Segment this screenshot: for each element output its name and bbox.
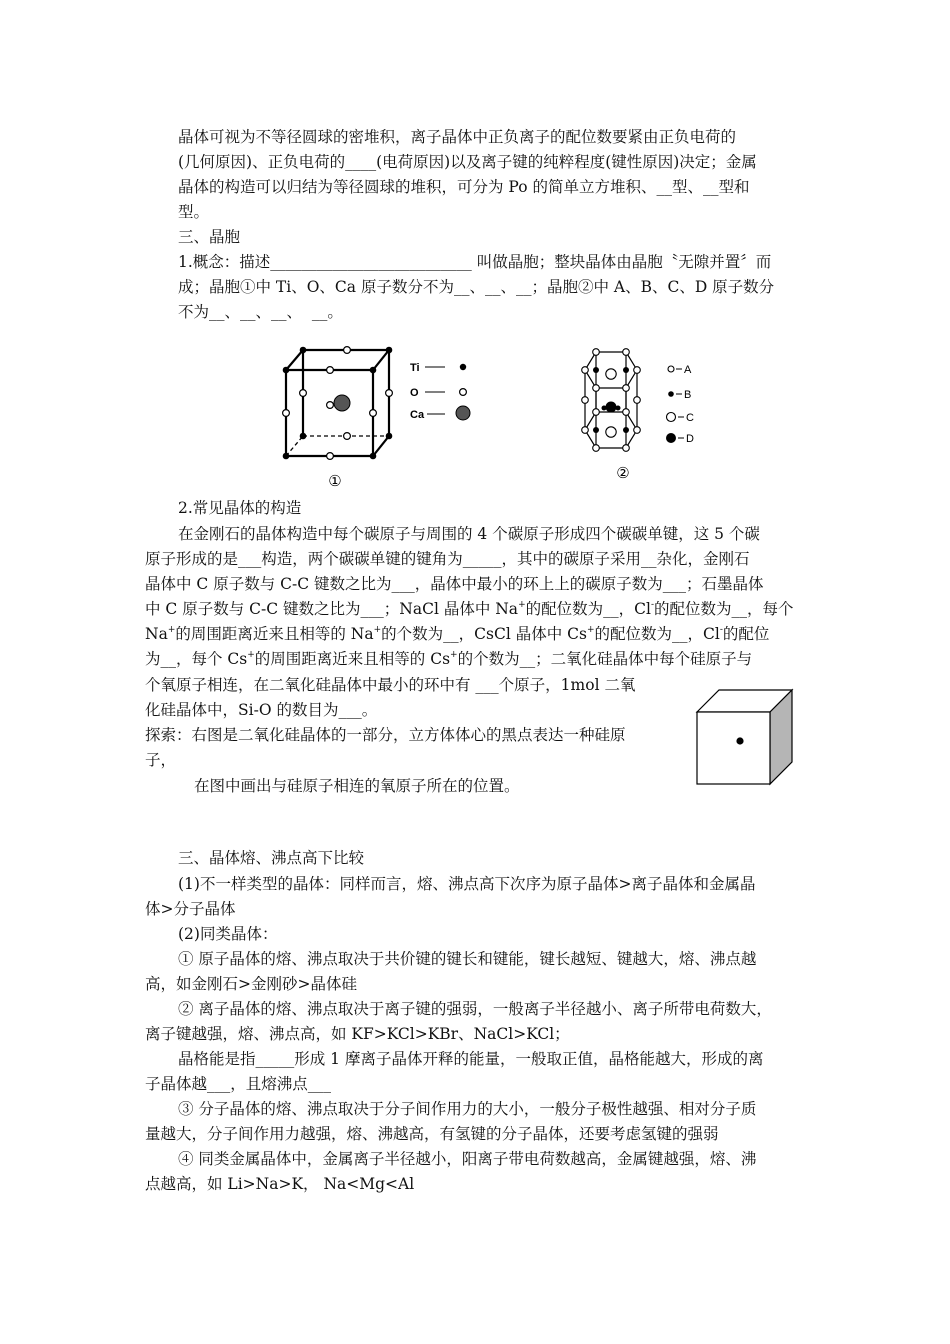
figure-sio2-cube <box>695 688 800 788</box>
text-line: Na+的周围距离近来且相等的 Na+的个数为__，CsCl 晶体中 Cs+的配位数为__，Cl-的配位 <box>145 624 770 643</box>
text-line: 1.概念：描述__________________________ 叫做晶胞；整块晶体由晶胞〝无隙并置〞而 <box>178 253 772 271</box>
text-line: (几何原因)、正负电荷的____(电荷原因)以及离子键的纯粹程度(键性原因)决定；金属 <box>178 153 757 171</box>
text-line: 在金刚石的晶体构造中每个碳原子与周围的 4 个碳原子形成四个碳碳单键，这 5 个碳 <box>178 525 760 543</box>
text-line: ④ 同类金属晶体中，金属离子半径越小，阳离子带电荷数越高，金属键越强，熔、沸 <box>178 1150 757 1168</box>
text-line: 化硅晶体中，Si-O 的数目为___。 <box>145 701 378 719</box>
section-heading: 三、晶体熔、沸点高下比较 <box>178 849 365 867</box>
legend-ti: Ti <box>410 362 420 374</box>
text-line: 子晶体越___，且熔沸点___ <box>145 1075 332 1093</box>
text-line: 为__，每个 Cs+的周围距离近来且相等的 Cs+的个数为__；二氧化硅晶体中每个硅原子与 <box>145 649 753 668</box>
text-line: (1)不一样类型的晶体：同样而言，熔、沸点高下次序为原子晶体>离子晶体和金属晶 <box>178 875 756 893</box>
legend-o: O <box>410 387 419 399</box>
text-line: 晶体可视为不等径圆球的密堆积，离子晶体中正负离子的配位数要紧由正负电荷的 <box>178 128 737 146</box>
text-line: 不为__、__、__、 __。 <box>178 303 343 321</box>
text-line: 原子形成的是___构造，两个碳碳单键的键角为_____，其中的碳原子采用__杂化，金刚石 <box>145 550 750 568</box>
legend-ca: Ca <box>410 409 425 421</box>
figure-unit-cell-2 <box>570 340 710 485</box>
legend-c: C <box>686 412 694 424</box>
text-line: 高，如金刚石>金刚砂>晶体硅 <box>145 975 357 993</box>
text-line: ③ 分子晶体的熔、沸点取决于分子间作用力的大小，一般分子极性越强、相对分子质 <box>178 1100 757 1118</box>
figure-caption: ① <box>328 472 342 490</box>
text-line: 在图中画出与硅原子相连的氧原子所在的位置。 <box>194 777 520 795</box>
section-heading: 2.常见晶体的构造 <box>178 499 302 517</box>
figure-unit-cell-1 <box>275 340 485 490</box>
legend-b: B <box>684 389 692 401</box>
text-line: 型。 <box>178 203 210 221</box>
text-line: 中 C 原子数与 C-C 键数之比为___；NaCl 晶体中 Na+的配位数为__，Cl-的配位数为__，每个 <box>145 599 794 618</box>
text-line: 离子键越强，熔、沸点高，如 KF>KCl>KBr、NaCl>KCl； <box>145 1025 570 1043</box>
text-line: (2)同类晶体： <box>178 925 278 943</box>
legend-d: D <box>686 433 694 445</box>
text-line: 个氧原子相连，在二氧化硅晶体中最小的环中有 ___个原子，1mol 二氧 <box>145 676 636 694</box>
text-line: 点越高，如 Li>Na>K， Na<Mg<Al <box>145 1175 415 1193</box>
text-line: ② 离子晶体的熔、沸点取决于离子键的强弱，一般离子半径越小、离子所带电荷数大， <box>178 1000 772 1018</box>
figure-caption: ② <box>616 464 630 482</box>
text-line: 晶格能是指_____形成 1 摩离子晶体开释的能量，一般取正值，晶格能越大，形成的离 <box>178 1050 764 1068</box>
text-line: 晶体中 C 原子数与 C-C 键数之比为___，晶体中最小的环上上的碳原子数为___；石墨晶体 <box>145 575 764 593</box>
legend-a: A <box>684 364 692 376</box>
text-line: 体>分子晶体 <box>145 900 236 918</box>
text-line: 子， <box>145 751 177 769</box>
text-line: 量越大，分子间作用力越强，熔、沸越高，有氢键的分子晶体，还要考虑氢键的强弱 <box>145 1125 719 1143</box>
text-line: 探索：右图是二氧化硅晶体的一部分，立方体体心的黑点表达一种硅原 <box>145 726 626 744</box>
section-heading: 三、晶胞 <box>178 228 241 246</box>
text-line: 晶体的构造可以归结为等径圆球的堆积，可分为 Po 的简单立方堆积、__型、__型和 <box>178 178 750 196</box>
text-line: ① 原子晶体的熔、沸点取决于共价键的键长和键能，键长越短、键越大，熔、沸点越 <box>178 950 757 968</box>
text-line: 成；晶胞①中 Ti、O、Ca 原子数分不为__、__、__；晶胞②中 A、B、C、D 原子数分 <box>178 278 775 296</box>
